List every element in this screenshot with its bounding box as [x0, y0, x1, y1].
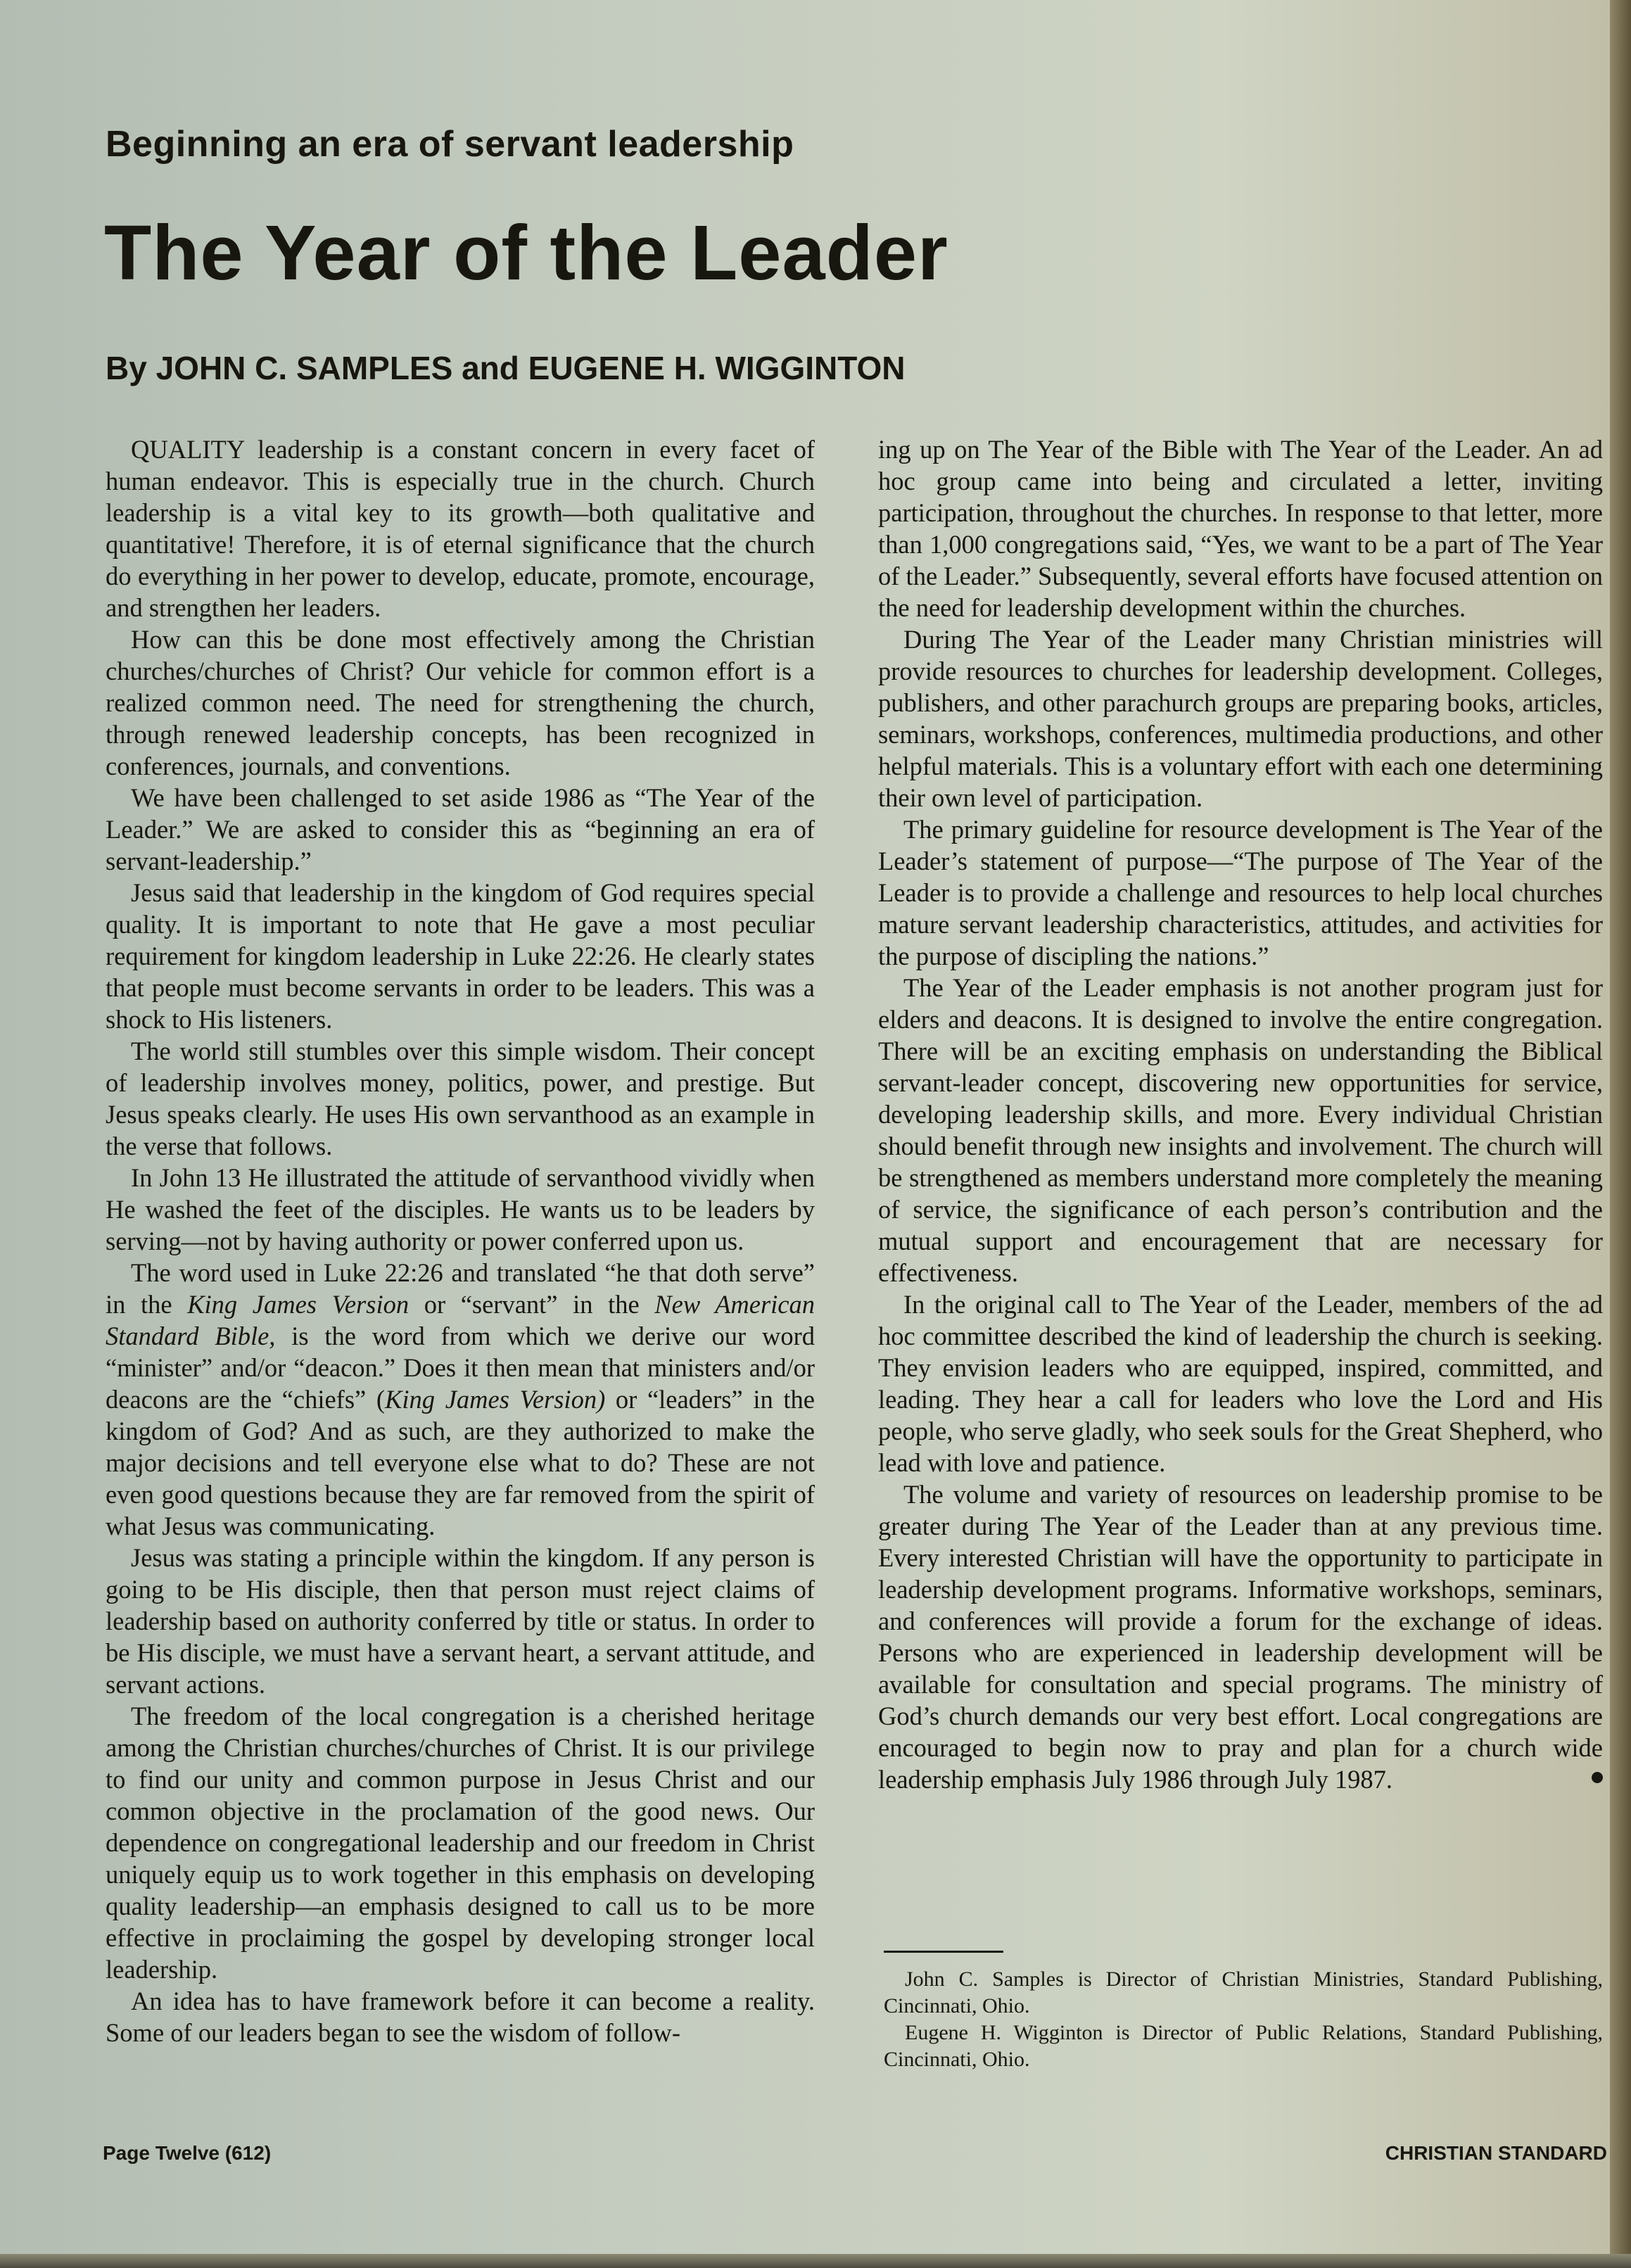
text-run: The word used in Luke 22:26 and translated “he that doth serve” in the [106, 1258, 815, 1319]
text-run: or “servant” in the [409, 1290, 655, 1319]
bible-version-title: New American Standard Bible, [106, 1290, 816, 1350]
paragraph: The Year of the Leader emphasis is not another program just for elders and deacons. It is designed to involve the entire congregation. There will be an exciting emphasis on understanding the Biblical servant-leader concept, discovering new opportunities for service, developing leadership skills, and more. Every individual Christian should benefit through new insights and involvement. The church will be strengthened as members understand more completely the meaning of service, the significance of each person’s contribution and the mutual support and encouragement that are necessary for effectiveness. [878, 973, 1603, 1287]
paragraph: During The Year of the Leader many Christian ministries will provide resources to churches for leadership development. Colleges, publishers, and other parachurch groups are preparing books, articles, seminars, workshops, conferences, multimedia productions, and other helpful materials. This is a voluntary effort with each one determining their own level of participation. [878, 625, 1603, 812]
footnote-divider [884, 1951, 1003, 1953]
text-run: The volume and variety of resources on leadership promise to be greater during The Year of the Leader than at any previous time. Every interested Christian will have the opportunity to participate in leadership development programs. Informative workshops, seminars, and conferences will provide a forum for the exchange of ideas. Persons who are experienced in leadership development will be available for consultation and special programs. The ministry of God’s church demands our very best effort. Local congregations are encouraged to begin now to pray and plan for a church wide leadership emphasis July 1986 through July 1987. [878, 1480, 1603, 1794]
paragraph: The primary guideline for resource development is The Year of the Leader’s statement of purpose—“The purpose of The Year of the Leader is to provide a challenge and resources to help local churches mature servant leadership characteristics, attitudes, and activities for the purpose of discipling the nations.” [878, 815, 1603, 970]
magazine-name: CHRISTIAN STANDARD [1385, 2142, 1607, 2164]
column-right [878, 433, 1603, 1795]
paragraph: How can this be done most effectively among the Christian churches/churches of Christ? Our vehicle for common effort is a realized common need. The need for strengthening the church, through renewed leadership concepts, has been recognized in conferences, journals, and conventions. [106, 625, 815, 780]
page-edge-right [1610, 0, 1631, 2268]
bible-version-title: King James Version [187, 1290, 410, 1319]
paragraph-last [878, 1478, 1603, 1795]
paragraph: In John 13 He illustrated the attitude of servanthood vividly when He washed the feet of the disciples. He wants us to be leaders by serving—not by having authority or power conferred upon us. [106, 1163, 815, 1255]
author-note: John C. Samples is Director of Christian Ministries, Standard Publishing, Cincinnati, Ohio. [884, 1968, 1603, 2017]
page-number: Page Twelve (612) [103, 2142, 272, 2164]
article-headline: The Year of the Leader [104, 210, 948, 296]
paragraph: The world still stumbles over this simple wisdom. Their concept of leadership involves money, politics, power, and prestige. But Jesus speaks clearly. He uses His own servanthood as an example in the verse that follows. [106, 1037, 815, 1160]
column-left [106, 433, 815, 2048]
article-kicker: Beginning an era of servant leadership [106, 124, 794, 165]
paragraph: We have been challenged to set aside 1986 as “The Year of the Leader.” We are asked to consider this as “beginning an era of servant-leadership.” [106, 783, 815, 875]
article-byline: By JOHN C. SAMPLES and EUGENE H. WIGGINTON [106, 350, 906, 386]
text-run: or “leaders” in the kingdom of God? And as such, are they authorized to make the major decisions and tell everyone else what to do? These are not even good questions because they are far removed from the spirit of what Jesus was communicating. [106, 1385, 815, 1540]
page-edge-bottom [0, 2254, 1631, 2268]
author-notes [884, 1966, 1603, 2073]
paragraph: QUALITY leadership is a constant concern in every facet of human endeavor. This is especially true in the church. Church leadership is a vital key to its growth—both qualitative and quantitative! Therefore, it is of eternal significance that the church do everything in her power to develop, educate, promote, encourage, and strengthen her leaders. [106, 435, 815, 622]
paragraph: Jesus said that leadership in the kingdom of God requires special quality. It is important to note that He gave a most peculiar requirement for kingdom leadership in Luke 22:26. He clearly states that people must become servants in order to be leaders. This was a shock to His listeners. [106, 878, 815, 1034]
author-note: Eugene H. Wigginton is Director of Public Relations, Standard Publishing, Cincinnati, Ohio. [884, 2021, 1603, 2071]
paragraph: In the original call to The Year of the Leader, members of the ad hoc committee described the kind of leadership the church is seeking. They envision leaders who are equipped, inspired, committed, and leading. They hear a call for leaders who love the Lord and His people, who serve gladly, who seek souls for the Great Shepherd, who lead with love and patience. [878, 1290, 1603, 1477]
bible-version-title: King James Version) [385, 1385, 606, 1414]
paragraph: The freedom of the local congregation is a cherished heritage among the Christian churches/churches of Christ. It is our privilege to find our unity and common purpose in Jesus Christ and our common objective in the proclamation of the good news. Our dependence on congregational leadership and our freedom in Christ uniquely equip us to work together in this emphasis on developing quality leadership—an emphasis designed to call us to be more effective in proclaiming the gospel by developing stronger local leadership. [106, 1702, 815, 1984]
paragraph: ing up on The Year of the Bible with The Year of the Leader. An ad hoc group came into being and circulated a letter, inviting participation, throughout the churches. In response to that letter, more than 1,000 congregations said, “Yes, we want to be a part of The Year of the Leader.” Subsequently, several efforts have focused attention on the need for leadership development within the churches. [878, 435, 1603, 622]
end-of-article-bullet-icon [1592, 1772, 1603, 1783]
paragraph [106, 1257, 815, 1542]
paragraph: Jesus was stating a principle within the kingdom. If any person is going to be His disciple, then that person must reject claims of leadership based on authority conferred by title or status. In order to be His disciple, we must have a servant heart, a servant attitude, and servant actions. [106, 1543, 815, 1699]
text-run: is the word from which we derive our word “minister” and/or “deacon.” Does it then mean that ministers and/or deacons are the “chiefs” ( [106, 1322, 815, 1414]
paragraph: An idea has to have framework before it can become a reality. Some of our leaders began to see the wisdom of follow- [106, 1987, 815, 2047]
